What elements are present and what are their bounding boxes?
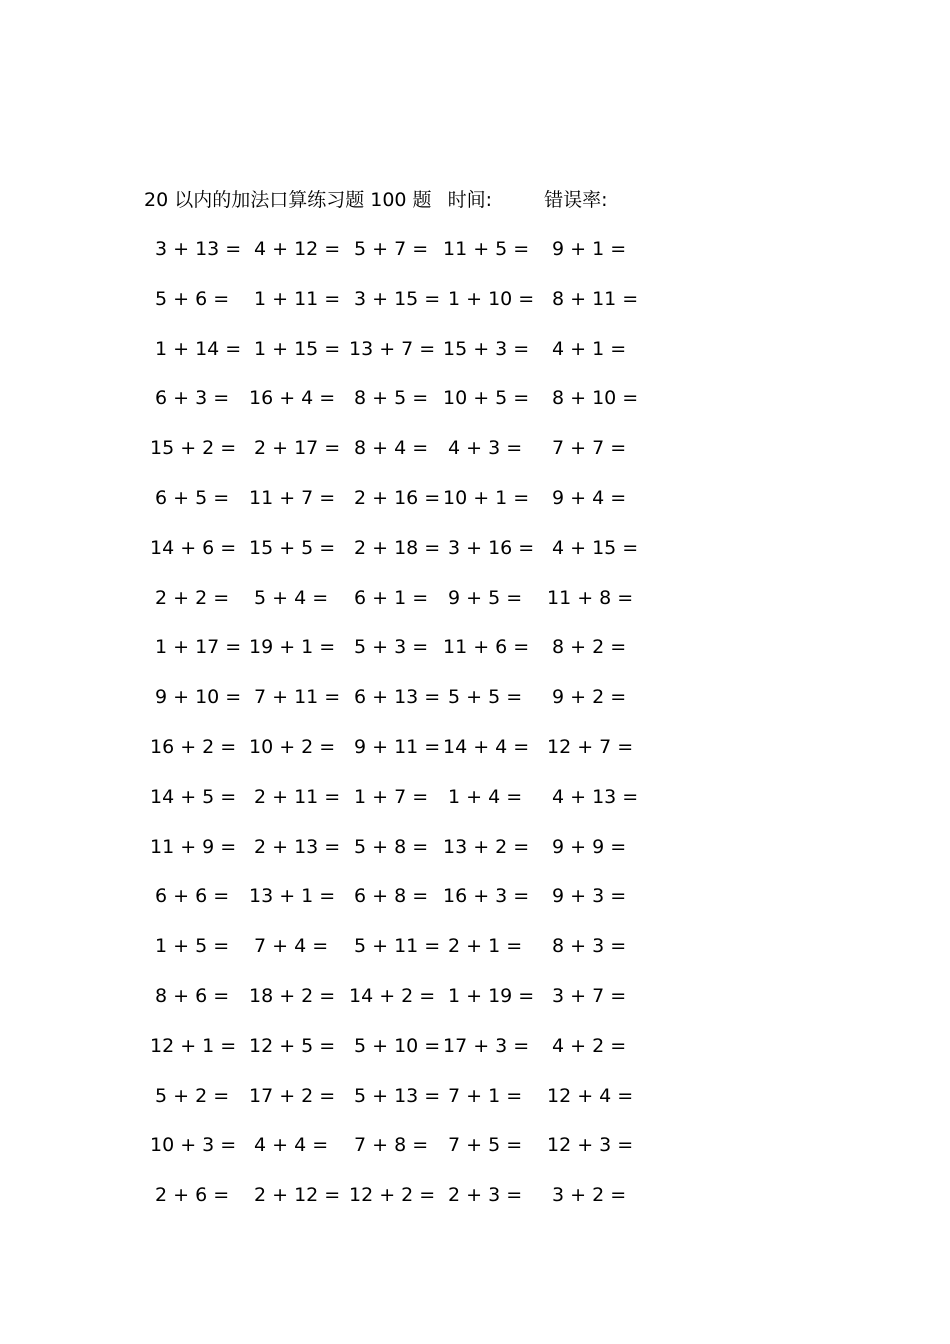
problem-cell: 12 + 1 = [150,1034,237,1057]
problem-cell: 7 + 1 = [448,1084,523,1107]
problem-cell: 3 + 15 = [354,287,441,310]
problem-cell: 12 + 2 = [349,1184,436,1207]
problem-cell: 3 + 7 = [552,985,627,1007]
problem-cell: 12 + 5 = [249,1034,336,1057]
problem-cell: 9 + 2 = [552,686,627,709]
problem-cell: 1 + 11 = [254,287,341,310]
problem-cell: 14 + 4 = [443,736,530,758]
problem-cell: 5 + 11 = [354,935,441,958]
problem-cell: 17 + 2 = [249,1084,336,1107]
problem-cell: 18 + 2 = [249,985,336,1007]
problem-cell: 2 + 16 = [354,487,441,509]
problem-cell: 9 + 1 = [552,238,627,260]
problem-cell: 5 + 8 = [354,835,429,858]
problem-cell: 6 + 13 = [354,686,441,709]
problem-cell: 16 + 4 = [249,387,336,410]
problem-cell: 7 + 8 = [354,1134,429,1157]
problem-cell: 1 + 15 = [254,337,341,360]
problem-cell: 12 + 3 = [547,1134,634,1157]
problem-cell: 14 + 5 = [150,785,237,808]
problem-cell: 1 + 10 = [448,287,535,310]
problem-cell: 1 + 14 = [155,337,242,360]
problem-cell: 1 + 4 = [448,785,523,808]
problem-cell: 3 + 13 = [155,238,242,260]
problem-cell: 11 + 7 = [249,487,336,509]
problem-cell: 2 + 17 = [254,437,341,460]
problem-cell: 4 + 12 = [254,238,341,260]
problem-cell: 9 + 9 = [552,835,627,858]
problem-cell: 14 + 2 = [349,985,436,1007]
problem-cell: 2 + 13 = [254,835,341,858]
problem-cell: 12 + 4 = [547,1084,634,1107]
problem-cell: 2 + 12 = [254,1184,341,1207]
problem-cell: 6 + 3 = [155,387,230,410]
problem-cell: 17 + 3 = [443,1034,530,1057]
problem-cell: 19 + 1 = [249,636,336,659]
problem-cell: 8 + 2 = [552,636,627,659]
problem-cell: 9 + 4 = [552,487,627,509]
problem-cell: 16 + 2 = [150,736,237,758]
problem-cell: 1 + 7 = [354,785,429,808]
problem-cell: 5 + 2 = [155,1084,230,1107]
problem-cell: 3 + 2 = [552,1184,627,1207]
problem-cell: 10 + 5 = [443,387,530,410]
problem-cell: 4 + 3 = [448,437,523,460]
problem-cell: 8 + 6 = [155,985,230,1007]
problem-cell: 9 + 5 = [448,586,523,609]
problem-cell: 4 + 4 = [254,1134,329,1157]
problem-cell: 5 + 7 = [354,238,429,260]
problem-cell: 2 + 6 = [155,1184,230,1207]
problem-cell: 15 + 5 = [249,536,336,559]
problem-cell: 6 + 1 = [354,586,429,609]
problem-cell: 5 + 6 = [155,287,230,310]
problem-cell: 2 + 3 = [448,1184,523,1207]
problem-cell: 4 + 13 = [552,785,639,808]
problem-cell: 7 + 11 = [254,686,341,709]
problem-cell: 7 + 4 = [254,935,329,958]
problem-cell: 15 + 2 = [150,437,237,460]
problem-cell: 9 + 10 = [155,686,242,709]
problem-cell: 6 + 6 = [155,885,230,908]
header [144,186,607,214]
time-label: 时间: [447,189,493,211]
problem-cell: 8 + 10 = [552,387,639,410]
problem-cell: 10 + 2 = [249,736,336,758]
problem-cell: 14 + 6 = [150,536,237,559]
problem-cell: 3 + 16 = [448,536,535,559]
problem-cell: 2 + 11 = [254,785,341,808]
problem-cell: 4 + 2 = [552,1034,627,1057]
problem-cell: 8 + 4 = [354,437,429,460]
problem-cell: 6 + 5 = [155,487,230,509]
problem-cell: 11 + 5 = [443,238,530,260]
problem-cell: 5 + 10 = [354,1034,441,1057]
problem-cell: 1 + 19 = [448,985,535,1007]
problem-cell: 15 + 3 = [443,337,530,360]
problem-cell: 7 + 7 = [552,437,627,460]
problem-cell: 8 + 11 = [552,287,639,310]
problem-cell: 11 + 6 = [443,636,530,659]
problem-cell: 9 + 3 = [552,885,627,908]
problem-cell: 1 + 5 = [155,935,230,958]
problem-cell: 16 + 3 = [443,885,530,908]
problem-cell: 11 + 9 = [150,835,237,858]
problem-cell: 10 + 3 = [150,1134,237,1157]
error-rate-label: 错误率: [544,189,608,211]
problem-cell: 5 + 5 = [448,686,523,709]
problem-cell: 10 + 1 = [443,487,530,509]
problem-cell: 13 + 2 = [443,835,530,858]
problem-cell: 4 + 1 = [552,337,627,360]
problem-cell: 2 + 1 = [448,935,523,958]
problem-cell: 6 + 8 = [354,885,429,908]
problem-cell: 12 + 7 = [547,736,634,758]
problem-cell: 5 + 4 = [254,586,329,609]
problem-cell: 1 + 17 = [155,636,242,659]
page-title: 20 以内的加法口算练习题 100 题 [144,189,432,211]
problem-cell: 9 + 11 = [354,736,441,758]
problem-cell: 4 + 15 = [552,536,639,559]
problem-cell: 5 + 13 = [354,1084,441,1107]
problem-cell: 13 + 7 = [349,337,436,360]
problem-cell: 2 + 2 = [155,586,230,609]
problem-cell: 7 + 5 = [448,1134,523,1157]
problem-cell: 13 + 1 = [249,885,336,908]
problem-cell: 5 + 3 = [354,636,429,659]
problem-cell: 8 + 3 = [552,935,627,958]
problem-cell: 8 + 5 = [354,387,429,410]
problem-cell: 11 + 8 = [547,586,634,609]
problem-cell: 2 + 18 = [354,536,441,559]
